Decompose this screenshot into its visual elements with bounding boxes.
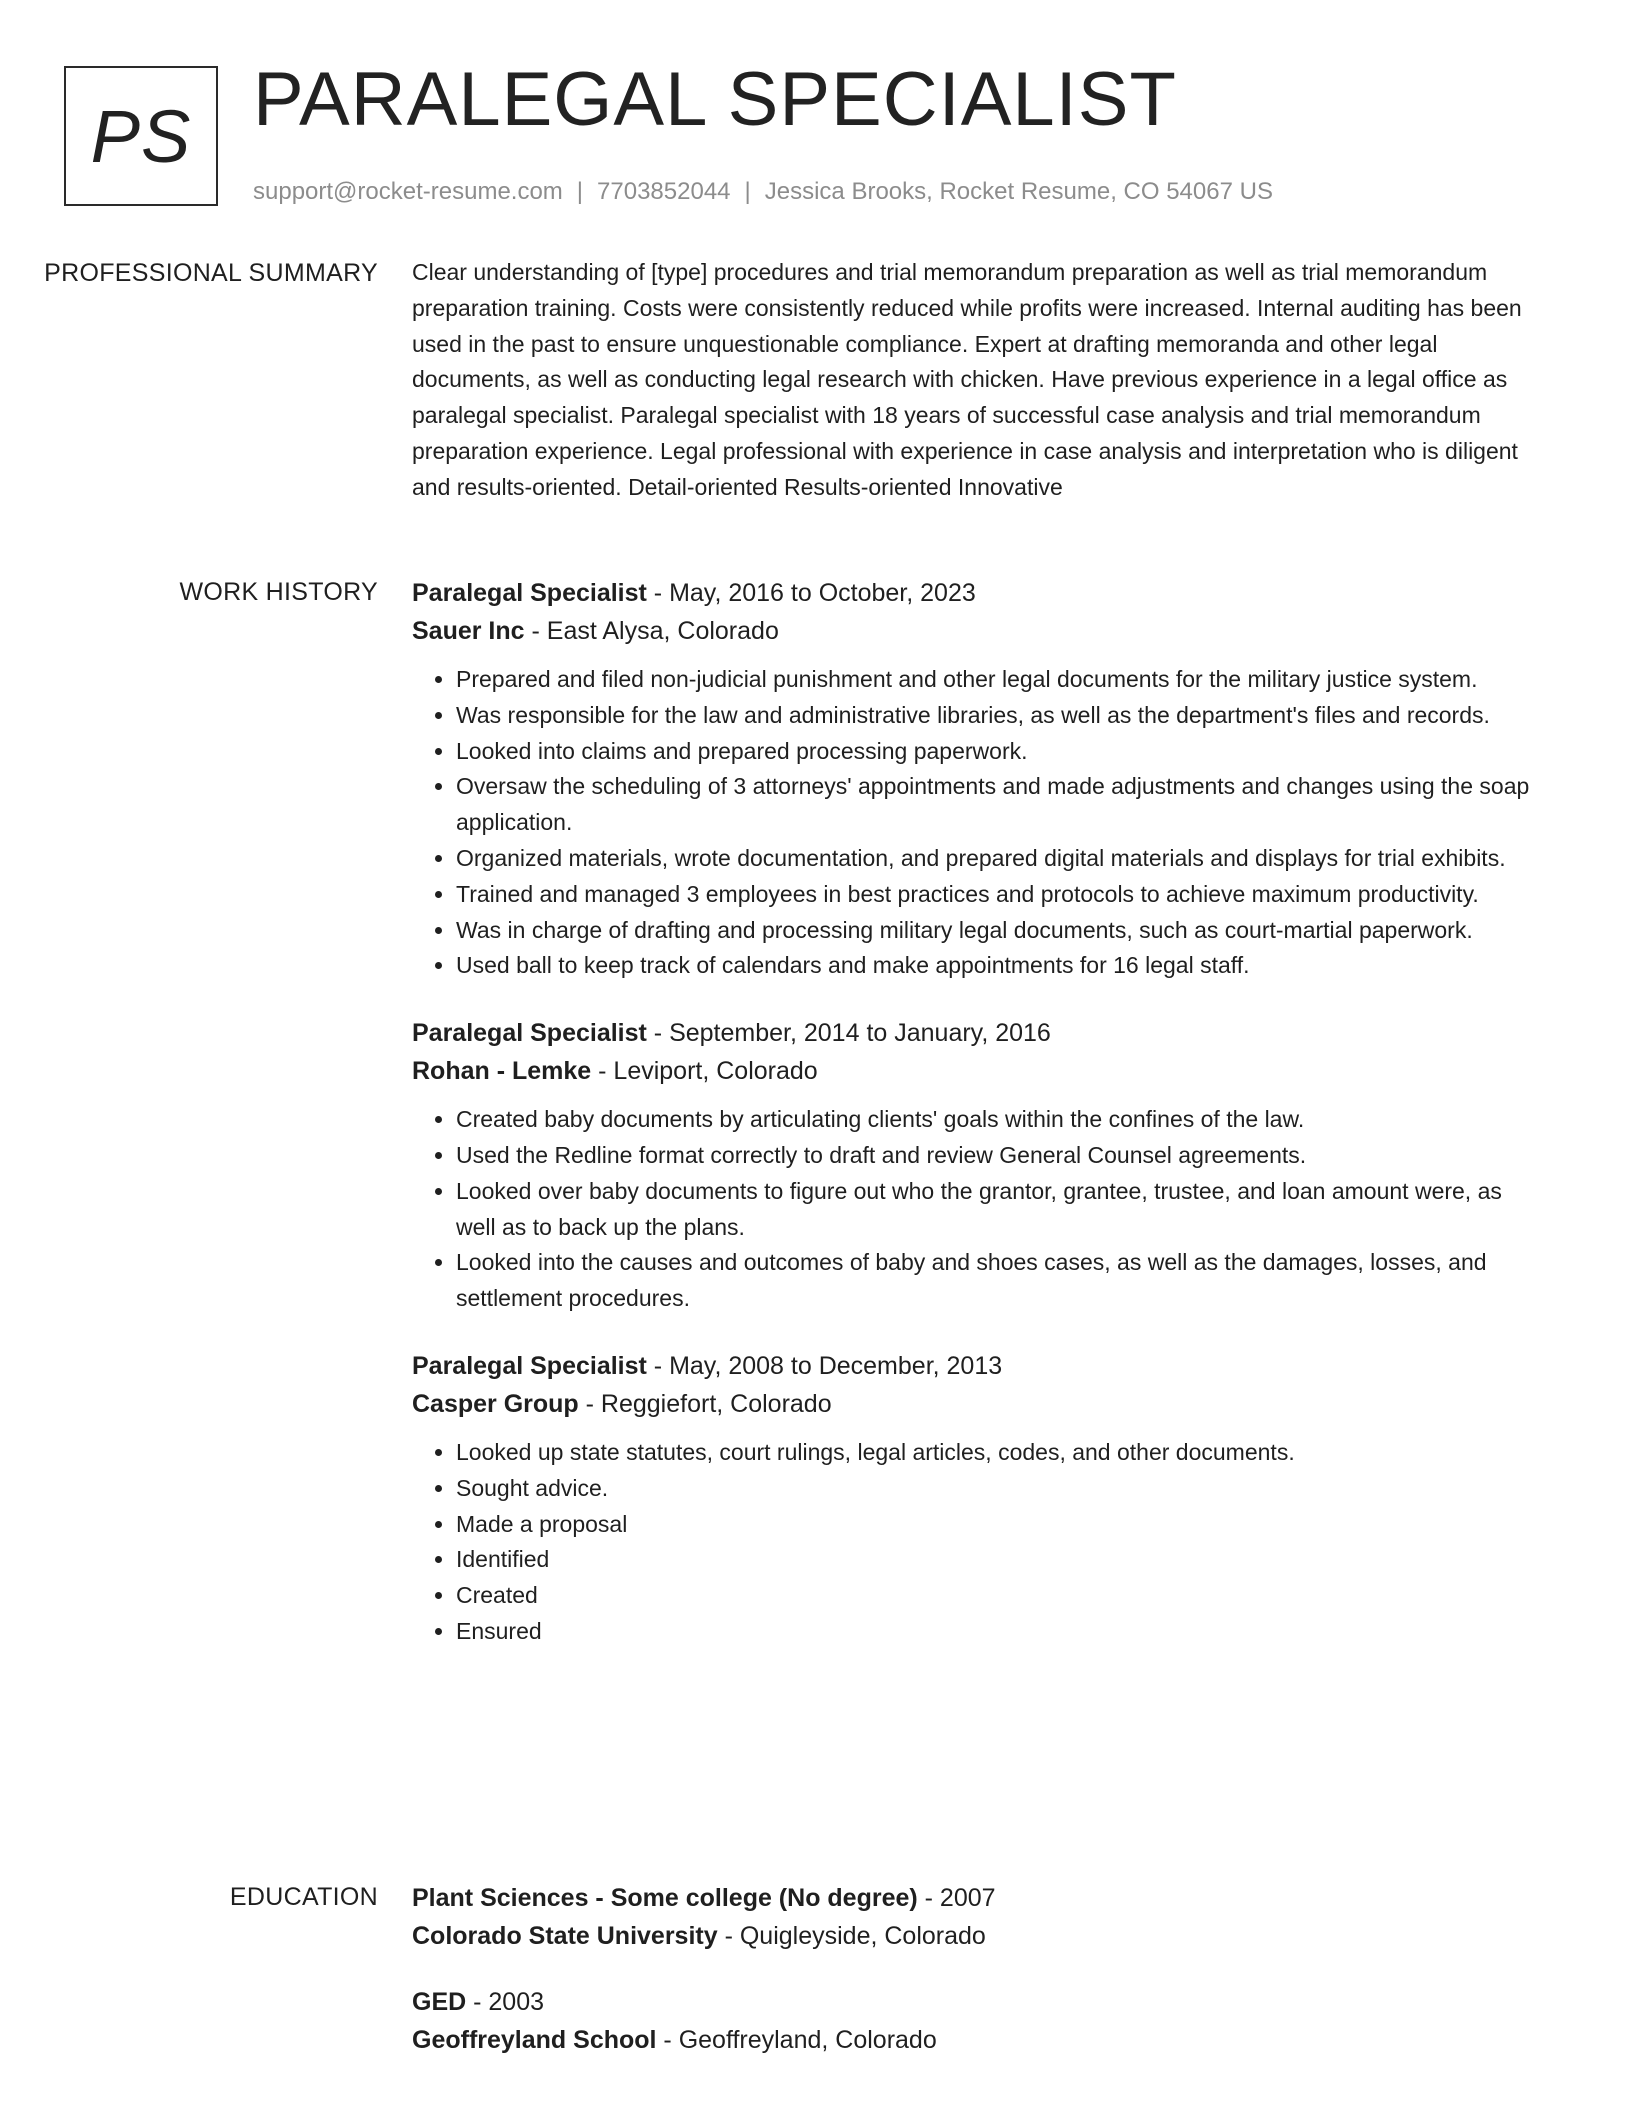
job-bullet: • Was in charge of drafting and processing military legal documents, such as court-martial paperwork. — [456, 913, 1547, 949]
job-bullet: • Created baby documents by articulating clients' goals within the confines of the law. — [456, 1102, 1547, 1138]
job-entry — [412, 1347, 1547, 1650]
job-bullet: • Looked over baby documents to figure out who the grantor, grantee, trustee, and loan amount were, as well as to back up the plans. — [456, 1174, 1547, 1246]
job-dates: - May, 2008 to December, 2013 — [646, 1351, 1003, 1380]
job-company-line — [412, 1052, 1547, 1090]
job-bullet: • Trained and managed 3 employees in best practices and protocols to achieve maximum productivity. — [456, 877, 1547, 913]
work-history-list — [412, 574, 1547, 1680]
section-label-work: WORK HISTORY — [179, 578, 378, 606]
monogram-initials: PS — [90, 94, 192, 178]
section-label-summary: PROFESSIONAL SUMMARY — [44, 259, 378, 287]
job-bullet: • Used the Redline format correctly to draft and review General Counsel agreements. — [456, 1138, 1547, 1174]
job-company-line — [412, 1385, 1547, 1423]
job-entry — [412, 1014, 1547, 1317]
degree: GED — [412, 1988, 467, 2016]
summary-section — [0, 255, 1632, 506]
job-bullets — [412, 1102, 1547, 1317]
education-entry — [412, 1983, 1547, 2059]
job-bullet: • Oversaw the scheduling of 3 attorneys' appointments and made adjustments and changes using the soap application. — [456, 769, 1547, 841]
job-location: - Reggiefort, Colorado — [578, 1389, 832, 1418]
contact-email: support@rocket-resume.com — [253, 178, 563, 205]
work-history-section — [0, 574, 1632, 1680]
job-bullets — [412, 1435, 1547, 1650]
job-company: Rohan - Lemke — [412, 1057, 592, 1086]
job-bullet: • Ensured — [456, 1614, 1547, 1650]
job-bullet: • Looked up state statutes, court rulings, legal articles, codes, and other documents. — [456, 1435, 1547, 1471]
school-name: Colorado State University — [412, 1922, 718, 1950]
degree-year: - 2007 — [917, 1884, 996, 1912]
monogram-box — [64, 66, 218, 206]
job-bullet: • Prepared and filed non-judicial punishment and other legal documents for the military justice system. — [456, 662, 1547, 698]
job-bullet: • Made a proposal — [456, 1507, 1547, 1543]
degree-year: - 2003 — [466, 1988, 545, 2016]
degree: Plant Sciences - Some college (No degree) — [412, 1884, 918, 1912]
job-company: Casper Group — [412, 1389, 579, 1418]
degree-line — [412, 1879, 1547, 1917]
job-dates: - September, 2014 to January, 2016 — [646, 1019, 1051, 1048]
job-bullet: • Looked into the causes and outcomes of baby and shoes cases, as well as the damages, losses, and settlement procedures. — [456, 1245, 1547, 1317]
contact-separator: | — [744, 178, 751, 205]
header — [253, 56, 1592, 206]
job-bullet: • Identified — [456, 1542, 1547, 1578]
section-label-education: EDUCATION — [229, 1883, 378, 1911]
job-bullet: • Looked into claims and prepared processing paperwork. — [456, 734, 1547, 770]
job-bullet: • Sought advice. — [456, 1471, 1547, 1507]
job-company-line — [412, 612, 1547, 650]
job-bullets — [412, 662, 1547, 984]
school-line — [412, 1917, 1547, 1955]
contact-separator: | — [576, 178, 584, 205]
school-name: Geoffreyland School — [412, 2026, 657, 2054]
job-title: Paralegal Specialist — [412, 1019, 647, 1048]
job-bullet: • Used ball to keep track of calendars and make appointments for 16 legal staff. — [456, 948, 1547, 984]
job-dates: - May, 2016 to October, 2023 — [646, 579, 976, 607]
education-list — [412, 1879, 1547, 2087]
degree-line — [412, 1983, 1547, 2021]
school-line — [412, 2021, 1547, 2059]
education-section — [0, 1879, 1632, 2087]
summary-text: Clear understanding of [type] procedures and trial memorandum preparation as well as trial memorandum preparation training. Costs were consistently reduced while profits were increased. Internal auditing has been used in the past to ensure unquestionable compliance. Expert at drafting memoranda and other legal documents, as well as conducting legal research with chicken. Have previous experience in a legal office as paralegal specialist. Paralegal specialist with 18 years of successful case analysis and trial memorandum preparation experience. Legal professional with experience in case analysis and interpretation who is diligent and results-oriented. Detail-oriented Results-oriented Innovative — [412, 259, 1522, 500]
contact-address: Jessica Brooks, Rocket Resume, CO 54067 US — [764, 178, 1273, 205]
school-location: - Geoffreyland, Colorado — [656, 2026, 937, 2054]
job-location: - Leviport, Colorado — [591, 1057, 818, 1086]
job-entry — [412, 574, 1547, 984]
job-title-line — [412, 1347, 1547, 1385]
job-bullet: • Was responsible for the law and administrative libraries, as well as the department's files and records. — [456, 698, 1547, 734]
job-title: Paralegal Specialist — [412, 579, 647, 607]
job-bullet: • Organized materials, wrote documentation, and prepared digital materials and displays for trial exhibits. — [456, 841, 1547, 877]
job-location: - East Alysa, Colorado — [524, 617, 779, 645]
resume-title: PARALEGAL SPECIALIST — [253, 57, 1177, 142]
job-company: Sauer Inc — [412, 617, 525, 645]
contact-line — [253, 178, 1592, 206]
job-title-line — [412, 574, 1547, 612]
job-title: Paralegal Specialist — [412, 1351, 647, 1380]
job-bullet: • Created — [456, 1578, 1547, 1614]
school-location: - Quigleyside, Colorado — [717, 1922, 986, 1950]
contact-phone: 7703852044 — [597, 178, 731, 205]
job-title-line — [412, 1014, 1547, 1052]
education-entry — [412, 1879, 1547, 1955]
